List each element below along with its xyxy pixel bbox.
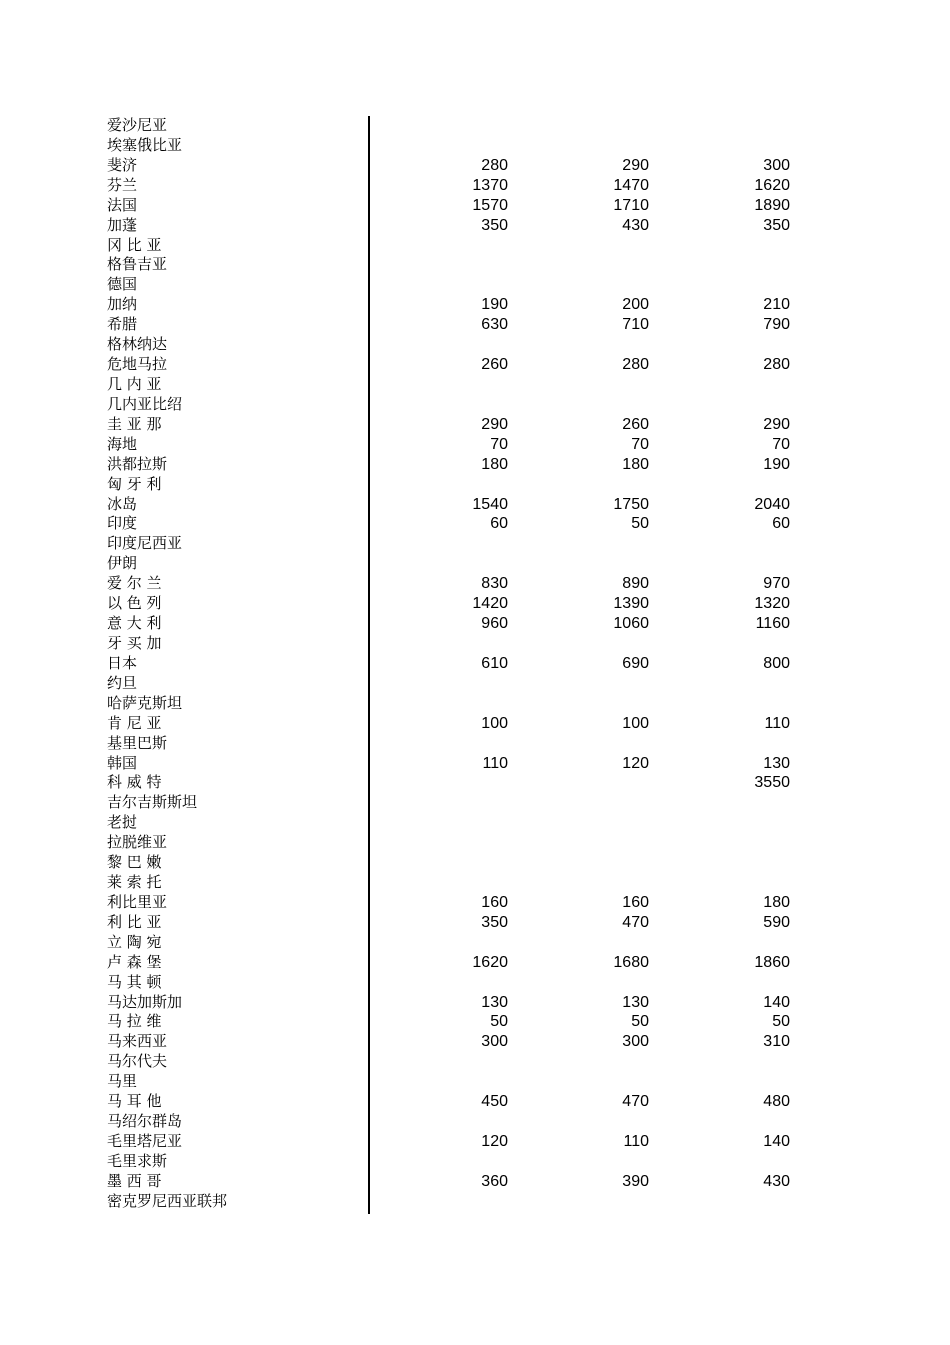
table-row [0, 475, 950, 495]
value-cell-col3: 300 [763, 156, 790, 174]
value-cell-col1: 1620 [472, 953, 508, 971]
table-row [0, 853, 950, 873]
value-cell-col1: 1570 [472, 196, 508, 214]
country-name: 冰岛 [107, 494, 138, 513]
value-cell-col1: 1420 [472, 595, 508, 613]
value-cell-col3: 140 [763, 1133, 790, 1151]
table-row [0, 953, 950, 973]
table-row [0, 275, 950, 295]
country-name: 爱 尔 兰 [107, 574, 162, 593]
country-name: 利比里亚 [107, 892, 168, 911]
table-row [0, 634, 950, 654]
table-row [0, 813, 950, 833]
table-row [0, 495, 950, 515]
country-name: 德国 [107, 275, 138, 294]
value-cell-col1: 60 [490, 515, 508, 533]
table-row [0, 993, 950, 1013]
value-cell-col2: 890 [622, 575, 649, 593]
country-name: 印度 [107, 514, 138, 533]
table-row [0, 973, 950, 993]
table-row [0, 136, 950, 156]
value-cell-col3: 210 [763, 296, 790, 314]
country-name: 几内亚比绍 [107, 394, 183, 413]
country-name: 马 耳 他 [107, 1092, 162, 1111]
country-name: 马 其 顿 [107, 972, 162, 991]
value-cell-col1: 830 [481, 575, 508, 593]
country-name: 危地马拉 [107, 355, 168, 374]
value-cell-col1: 70 [490, 435, 508, 453]
country-name: 利 比 亚 [107, 912, 162, 931]
value-cell-col2: 130 [622, 993, 649, 1011]
value-cell-col1: 630 [481, 316, 508, 334]
value-cell-col3: 310 [763, 1033, 790, 1051]
value-cell-col2: 1470 [613, 176, 649, 194]
value-cell-col3: 970 [763, 575, 790, 593]
country-name: 拉脱维亚 [107, 833, 168, 852]
country-name: 芬兰 [107, 175, 138, 194]
value-cell-col2: 470 [622, 1093, 649, 1111]
country-name: 立 陶 宛 [107, 932, 162, 951]
value-cell-col2: 290 [622, 156, 649, 174]
value-cell-col1: 450 [481, 1093, 508, 1111]
country-name: 以 色 列 [107, 594, 162, 613]
table-row [0, 694, 950, 714]
table-row [0, 554, 950, 574]
country-name: 约旦 [107, 673, 138, 692]
table-row [0, 734, 950, 754]
table-row [0, 913, 950, 933]
value-cell-col3: 280 [763, 356, 790, 374]
table-row [0, 534, 950, 554]
country-name: 基里巴斯 [107, 733, 168, 752]
value-cell-col1: 180 [481, 455, 508, 473]
value-cell-col1: 260 [481, 356, 508, 374]
data-table [0, 116, 950, 1212]
value-cell-col2: 70 [631, 435, 649, 453]
table-row [0, 933, 950, 953]
country-name: 法国 [107, 195, 138, 214]
country-name: 老挝 [107, 813, 138, 832]
value-cell-col2: 430 [622, 216, 649, 234]
value-cell-col2: 280 [622, 356, 649, 374]
value-cell-col2: 100 [622, 714, 649, 732]
value-cell-col3: 190 [763, 455, 790, 473]
table-row [0, 793, 950, 813]
value-cell-col3: 480 [763, 1093, 790, 1111]
value-cell-col2: 50 [631, 1013, 649, 1031]
country-name: 冈 比 亚 [107, 235, 162, 254]
table-row [0, 1012, 950, 1032]
value-cell-col2: 690 [622, 654, 649, 672]
country-name: 匈 牙 利 [107, 474, 162, 493]
value-cell-col1: 290 [481, 415, 508, 433]
value-cell-col1: 50 [490, 1013, 508, 1031]
table-row [0, 116, 950, 136]
country-name: 莱 索 托 [107, 873, 162, 892]
value-cell-col1: 110 [482, 754, 508, 772]
value-cell-col3: 1320 [754, 595, 790, 613]
value-cell-col1: 350 [481, 216, 508, 234]
value-cell-col2: 120 [622, 754, 649, 772]
country-name: 科 威 特 [107, 773, 162, 792]
country-name: 圭 亚 那 [107, 414, 162, 433]
value-cell-col2: 50 [631, 515, 649, 533]
country-name: 马达加斯加 [107, 992, 183, 1011]
table-row [0, 196, 950, 216]
table-row [0, 295, 950, 315]
country-name: 希腊 [107, 315, 138, 334]
value-cell-col3: 800 [763, 654, 790, 672]
table-row [0, 1192, 950, 1212]
value-cell-col1: 160 [481, 893, 508, 911]
table-row [0, 873, 950, 893]
table-row [0, 1092, 950, 1112]
table-row [0, 1072, 950, 1092]
country-name: 卢 森 堡 [107, 952, 162, 971]
value-cell-col1: 120 [481, 1133, 508, 1151]
value-cell-col3: 110 [764, 714, 790, 732]
value-cell-col1: 130 [481, 993, 508, 1011]
country-name: 黎 巴 嫩 [107, 853, 162, 872]
value-cell-col1: 960 [481, 615, 508, 633]
table-row [0, 833, 950, 853]
country-name: 加蓬 [107, 215, 138, 234]
table-row [0, 435, 950, 455]
value-cell-col3: 3550 [754, 774, 790, 792]
table-row [0, 1052, 950, 1072]
country-name: 肯 尼 亚 [107, 713, 162, 732]
table-row [0, 654, 950, 674]
value-cell-col3: 1160 [755, 615, 790, 633]
country-name: 爱沙尼亚 [107, 116, 168, 134]
table-row [0, 1032, 950, 1052]
value-cell-col2: 160 [622, 893, 649, 911]
value-cell-col2: 1680 [613, 953, 649, 971]
country-name: 海地 [107, 434, 138, 453]
value-cell-col1: 350 [481, 913, 508, 931]
country-name: 印度尼西亚 [107, 534, 183, 553]
value-cell-col1: 1540 [472, 495, 508, 513]
country-name: 马 拉 维 [107, 1012, 162, 1031]
table-row [0, 714, 950, 734]
country-name: 埃塞俄比亚 [107, 135, 183, 154]
country-name: 加纳 [107, 295, 138, 314]
country-name: 日本 [107, 653, 138, 672]
country-name: 密克罗尼西亚联邦 [107, 1191, 228, 1210]
value-cell-col3: 350 [763, 216, 790, 234]
value-cell-col2: 470 [622, 913, 649, 931]
table-row [0, 395, 950, 415]
value-cell-col2: 110 [623, 1133, 649, 1151]
value-cell-col3: 70 [772, 435, 790, 453]
table-row [0, 893, 950, 913]
table-row [0, 1132, 950, 1152]
table-row [0, 375, 950, 395]
country-name: 洪都拉斯 [107, 454, 168, 473]
value-cell-col3: 60 [772, 515, 790, 533]
country-name: 哈萨克斯坦 [107, 693, 183, 712]
value-cell-col1: 300 [481, 1033, 508, 1051]
value-cell-col1: 100 [481, 714, 508, 732]
value-cell-col3: 290 [763, 415, 790, 433]
value-cell-col3: 140 [763, 993, 790, 1011]
table-row [0, 594, 950, 614]
table-row [0, 773, 950, 793]
value-cell-col1: 190 [481, 296, 508, 314]
country-name: 吉尔吉斯斯坦 [107, 793, 198, 812]
table-row [0, 176, 950, 196]
country-name: 毛里求斯 [107, 1151, 168, 1170]
value-cell-col2: 1060 [613, 615, 649, 633]
value-cell-col2: 300 [622, 1033, 649, 1051]
value-cell-col2: 390 [622, 1172, 649, 1190]
table-row [0, 335, 950, 355]
country-name: 马里 [107, 1072, 138, 1091]
value-cell-col3: 590 [763, 913, 790, 931]
country-name: 马绍尔群岛 [107, 1112, 183, 1131]
table-row [0, 614, 950, 634]
table-row [0, 514, 950, 534]
table-row [0, 415, 950, 435]
table-row [0, 754, 950, 774]
table-row [0, 674, 950, 694]
table-row [0, 315, 950, 335]
value-cell-col3: 1860 [754, 953, 790, 971]
country-name: 格鲁吉亚 [107, 255, 168, 274]
value-cell-col1: 1370 [472, 176, 508, 194]
table-row [0, 236, 950, 256]
table-row [0, 1172, 950, 1192]
value-cell-col3: 50 [772, 1013, 790, 1031]
value-cell-col1: 360 [481, 1172, 508, 1190]
value-cell-col3: 130 [763, 754, 790, 772]
value-cell-col3: 180 [763, 893, 790, 911]
table-row [0, 255, 950, 275]
table-row [0, 1112, 950, 1132]
value-cell-col3: 1620 [754, 176, 790, 194]
country-name: 几 内 亚 [107, 374, 162, 393]
value-cell-col2: 1750 [613, 495, 649, 513]
country-name: 毛里塔尼亚 [107, 1132, 183, 1151]
country-name: 格林纳达 [107, 335, 168, 354]
country-name: 马来西亚 [107, 1032, 168, 1051]
value-cell-col1: 280 [481, 156, 508, 174]
table-row [0, 1152, 950, 1172]
value-cell-col2: 1710 [613, 196, 649, 214]
value-cell-col2: 180 [622, 455, 649, 473]
value-cell-col2: 710 [622, 316, 649, 334]
country-name: 马尔代夫 [107, 1052, 168, 1071]
table-row [0, 574, 950, 594]
table-row [0, 216, 950, 236]
country-name: 牙 买 加 [107, 633, 162, 652]
value-cell-col2: 200 [622, 296, 649, 314]
table-row [0, 355, 950, 375]
value-cell-col2: 1390 [613, 595, 649, 613]
country-name: 意 大 利 [107, 614, 162, 633]
country-name: 韩国 [107, 753, 138, 772]
value-cell-col3: 1890 [754, 196, 790, 214]
country-name: 墨 西 哥 [107, 1171, 162, 1190]
country-name: 斐济 [107, 155, 138, 174]
value-cell-col3: 430 [763, 1172, 790, 1190]
value-cell-col3: 2040 [754, 495, 790, 513]
table-row [0, 455, 950, 475]
value-cell-col1: 610 [481, 654, 508, 672]
value-cell-col3: 790 [763, 316, 790, 334]
table-row [0, 156, 950, 176]
value-cell-col2: 260 [622, 415, 649, 433]
country-name: 伊朗 [107, 554, 138, 573]
